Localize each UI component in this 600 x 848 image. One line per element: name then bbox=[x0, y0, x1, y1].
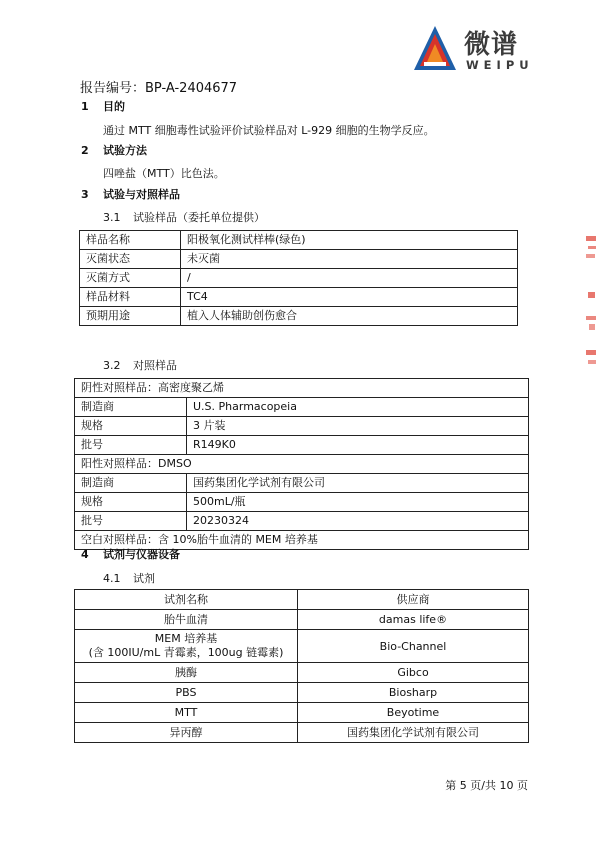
company-logo bbox=[412, 22, 572, 78]
table-row bbox=[75, 683, 529, 703]
section-3-2-heading bbox=[103, 357, 177, 373]
table-value: 国药集团化学试剂有限公司 bbox=[187, 474, 529, 493]
table-value: 植入人体辅助创伤愈合 bbox=[181, 307, 518, 326]
weipu-logo-icon bbox=[412, 24, 458, 74]
table-row bbox=[75, 398, 529, 417]
report-number: 报告编号：BP-A-2404677 bbox=[80, 81, 238, 96]
reagent-name: MTT bbox=[75, 703, 298, 723]
section-number: 4 bbox=[81, 548, 89, 561]
table-row bbox=[80, 288, 518, 307]
positive-control-header: 阳性对照样品：DMSO bbox=[75, 455, 529, 474]
table-value: 500mL/瓶 bbox=[187, 493, 529, 512]
section-title: 试验方法 bbox=[103, 144, 147, 157]
table-row bbox=[75, 417, 529, 436]
table-key: 样品材料 bbox=[80, 288, 181, 307]
section-title: 试剂 bbox=[133, 572, 155, 585]
section-title: 对照样品 bbox=[133, 359, 177, 372]
table-value: U.S. Pharmacopeia bbox=[187, 398, 529, 417]
reagent-supplier: Bio-Channel bbox=[298, 630, 529, 663]
table-value: / bbox=[181, 269, 518, 288]
table-row bbox=[75, 512, 529, 531]
table-key: 预期用途 bbox=[80, 307, 181, 326]
table-row bbox=[80, 307, 518, 326]
table-row bbox=[75, 493, 529, 512]
table-key: 制造商 bbox=[75, 474, 187, 493]
section-title: 试验样品（委托单位提供） bbox=[133, 211, 265, 224]
reagent-supplier: damas life® bbox=[298, 610, 529, 630]
table-value: 3 片装 bbox=[187, 417, 529, 436]
table-row bbox=[75, 630, 529, 663]
table-row bbox=[75, 610, 529, 630]
table-header-row bbox=[75, 590, 529, 610]
negative-control-header: 阴性对照样品：高密度聚乙烯 bbox=[75, 379, 529, 398]
table-value: 20230324 bbox=[187, 512, 529, 531]
section-number: 1 bbox=[81, 100, 89, 113]
section-3-1-heading bbox=[103, 209, 265, 225]
table-row bbox=[75, 455, 529, 474]
section-1-heading bbox=[81, 98, 125, 114]
section-number: 2 bbox=[81, 144, 89, 157]
reagent-name: PBS bbox=[75, 683, 298, 703]
reagent-name-line1: MEM 培养基 bbox=[154, 632, 218, 645]
section-1-text: 通过 MTT 细胞毒性试验评价试验样品对 L-929 细胞的生物学反应。 bbox=[103, 124, 435, 137]
table-value: 未灭菌 bbox=[181, 250, 518, 269]
section-3-heading bbox=[81, 186, 180, 202]
section-title: 试剂与仪器设备 bbox=[103, 548, 180, 561]
reagent-name: 异丙醇 bbox=[75, 723, 298, 743]
section-number: 3.1 bbox=[103, 211, 121, 224]
seal-stamp-edge bbox=[576, 232, 600, 382]
reagent-name: 胰酶 bbox=[75, 663, 298, 683]
reagent-supplier: Biosharp bbox=[298, 683, 529, 703]
section-title: 目的 bbox=[103, 100, 125, 113]
reagent-name-line2: (含 100IU/mL 青霉素，100ug 链霉素) bbox=[88, 646, 284, 659]
section-number: 3.2 bbox=[103, 359, 121, 372]
table-row bbox=[80, 269, 518, 288]
table-row bbox=[75, 379, 529, 398]
table-key: 批号 bbox=[75, 436, 187, 455]
logo-english-name: WEIPU bbox=[466, 58, 534, 72]
table-key: 规格 bbox=[75, 417, 187, 436]
reagent-name: 胎牛血清 bbox=[75, 610, 298, 630]
reagent-name bbox=[75, 630, 298, 663]
reagent-supplier: Beyotime bbox=[298, 703, 529, 723]
reagent-supplier: Gibco bbox=[298, 663, 529, 683]
table-key: 样品名称 bbox=[80, 231, 181, 250]
test-sample-table bbox=[79, 230, 518, 326]
table-value: TC4 bbox=[181, 288, 518, 307]
section-number: 4.1 bbox=[103, 572, 121, 585]
section-4-1-heading bbox=[103, 570, 155, 586]
table-row bbox=[75, 474, 529, 493]
control-sample-table bbox=[74, 378, 529, 550]
section-number: 3 bbox=[81, 188, 89, 201]
logo-chinese-name: 微谱 bbox=[464, 30, 519, 60]
column-header: 试剂名称 bbox=[75, 590, 298, 610]
column-header: 供应商 bbox=[298, 590, 529, 610]
reagent-supplier: 国药集团化学试剂有限公司 bbox=[298, 723, 529, 743]
section-2-text: 四唑盐（MTT）比色法。 bbox=[103, 167, 225, 180]
table-row bbox=[75, 436, 529, 455]
section-title: 试验与对照样品 bbox=[103, 188, 180, 201]
table-row bbox=[80, 250, 518, 269]
reagent-table bbox=[74, 589, 529, 743]
table-value: 阳极氧化测试样棒(绿色) bbox=[181, 231, 518, 250]
table-key: 批号 bbox=[75, 512, 187, 531]
table-value: R149K0 bbox=[187, 436, 529, 455]
section-2-heading bbox=[81, 142, 147, 158]
page-footer: 第 5 页/共 10 页 bbox=[445, 779, 528, 792]
table-key: 规格 bbox=[75, 493, 187, 512]
section-4-heading bbox=[81, 546, 180, 562]
table-key: 制造商 bbox=[75, 398, 187, 417]
table-row bbox=[75, 663, 529, 683]
table-row bbox=[80, 231, 518, 250]
table-row bbox=[75, 723, 529, 743]
table-key: 灭菌方式 bbox=[80, 269, 181, 288]
table-row bbox=[75, 703, 529, 723]
table-key: 灭菌状态 bbox=[80, 250, 181, 269]
blank-control-header: 空白对照样品：含 10%胎牛血清的 MEM 培养基 bbox=[75, 531, 529, 550]
